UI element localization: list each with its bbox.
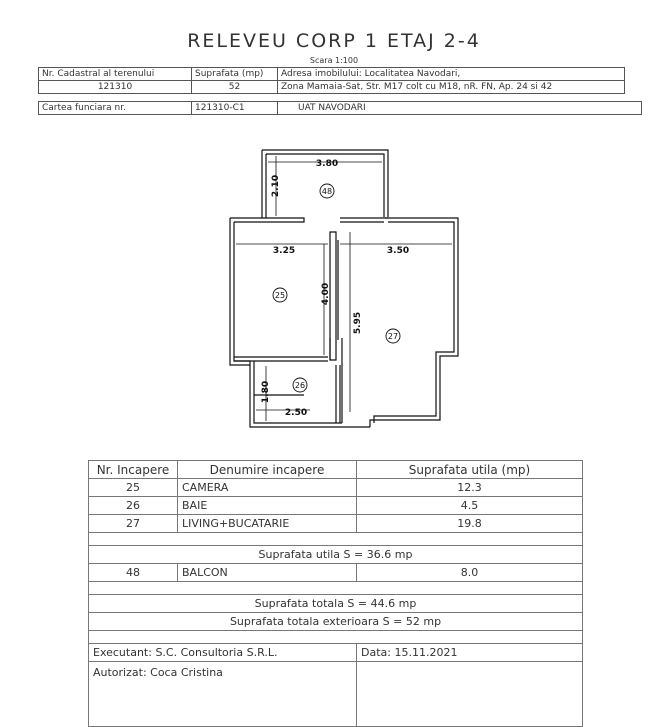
- total-surface: Suprafata totala S = 44.6 mp: [89, 595, 583, 613]
- col-area: Suprafata utila (mp): [357, 461, 583, 479]
- uat-value: UAT NAVODARI: [278, 102, 642, 115]
- table-row: [89, 564, 583, 582]
- room-27-marker: 27: [387, 332, 399, 341]
- col-nr: Nr. Incapere: [89, 461, 178, 479]
- row-nr: 27: [89, 515, 178, 533]
- dim-balcony-h: 2.10: [271, 174, 281, 198]
- date: Data: 15.11.2021: [357, 644, 583, 662]
- scale-label: Scara 1:100: [309, 56, 359, 65]
- spacer: [89, 582, 583, 595]
- spacer: [89, 631, 583, 644]
- dim-top: 3.80: [315, 159, 339, 169]
- room-25-marker: 25: [274, 291, 286, 300]
- cad-number: 121310: [39, 81, 192, 94]
- floor-plan: [200, 140, 490, 440]
- spacer: [89, 533, 583, 546]
- useful-total: Suprafata utila S = 36.6 mp: [89, 546, 583, 564]
- address-value: Zona Mamaia-Sat, Str. M17 colt cu M18, nR. FN, Ap. 24 si 42: [278, 81, 625, 94]
- row-nr: 26: [89, 497, 178, 515]
- cf-number: 121310-C1: [192, 102, 278, 115]
- table-row: [89, 515, 583, 533]
- dim-room27-h: 5.95: [353, 311, 363, 335]
- row-area: 19.8: [357, 515, 583, 533]
- signature-cell: [357, 662, 583, 727]
- row-area: 12.3: [357, 479, 583, 497]
- dim-bath-w: 2.50: [284, 408, 308, 418]
- balcony-area: 8.0: [357, 564, 583, 582]
- executant: Executant: S.C. Consultoria S.R.L.: [89, 644, 357, 662]
- row-name: LIVING+BUCATARIE: [178, 515, 357, 533]
- table-row: [89, 497, 583, 515]
- address-label: Adresa imobilului: Localitatea Navodari,: [278, 68, 625, 81]
- rooms-table: [88, 460, 583, 727]
- authorized: Autorizat: Coca Cristina: [89, 662, 357, 727]
- cartea-funciara-table: [38, 101, 642, 115]
- table-row: [89, 479, 583, 497]
- row-nr: 25: [89, 479, 178, 497]
- total-ext-surface: Suprafata totala exterioara S = 52 mp: [89, 613, 583, 631]
- dim-bath-h: 1.80: [261, 380, 271, 404]
- dim-room25-w: 3.25: [272, 246, 296, 256]
- surface-value: 52: [192, 81, 278, 94]
- dim-room27-w: 3.50: [386, 246, 410, 256]
- balcony-name: BALCON: [178, 564, 357, 582]
- cf-label: Cartea funciara nr.: [39, 102, 192, 115]
- surface-label: Suprafata (mp): [192, 68, 278, 81]
- room-26-marker: 26: [294, 381, 306, 390]
- balcony-nr: 48: [89, 564, 178, 582]
- dim-room25-h: 4.00: [321, 282, 331, 306]
- room-48-marker: 48: [321, 187, 333, 196]
- cad-label: Nr. Cadastral al terenului: [39, 68, 192, 81]
- cadastral-table: [38, 67, 625, 94]
- row-area: 4.5: [357, 497, 583, 515]
- row-name: BAIE: [178, 497, 357, 515]
- page-title: RELEVEU CORP 1 ETAJ 2-4: [187, 30, 481, 52]
- row-name: CAMERA: [178, 479, 357, 497]
- col-name: Denumire incapere: [178, 461, 357, 479]
